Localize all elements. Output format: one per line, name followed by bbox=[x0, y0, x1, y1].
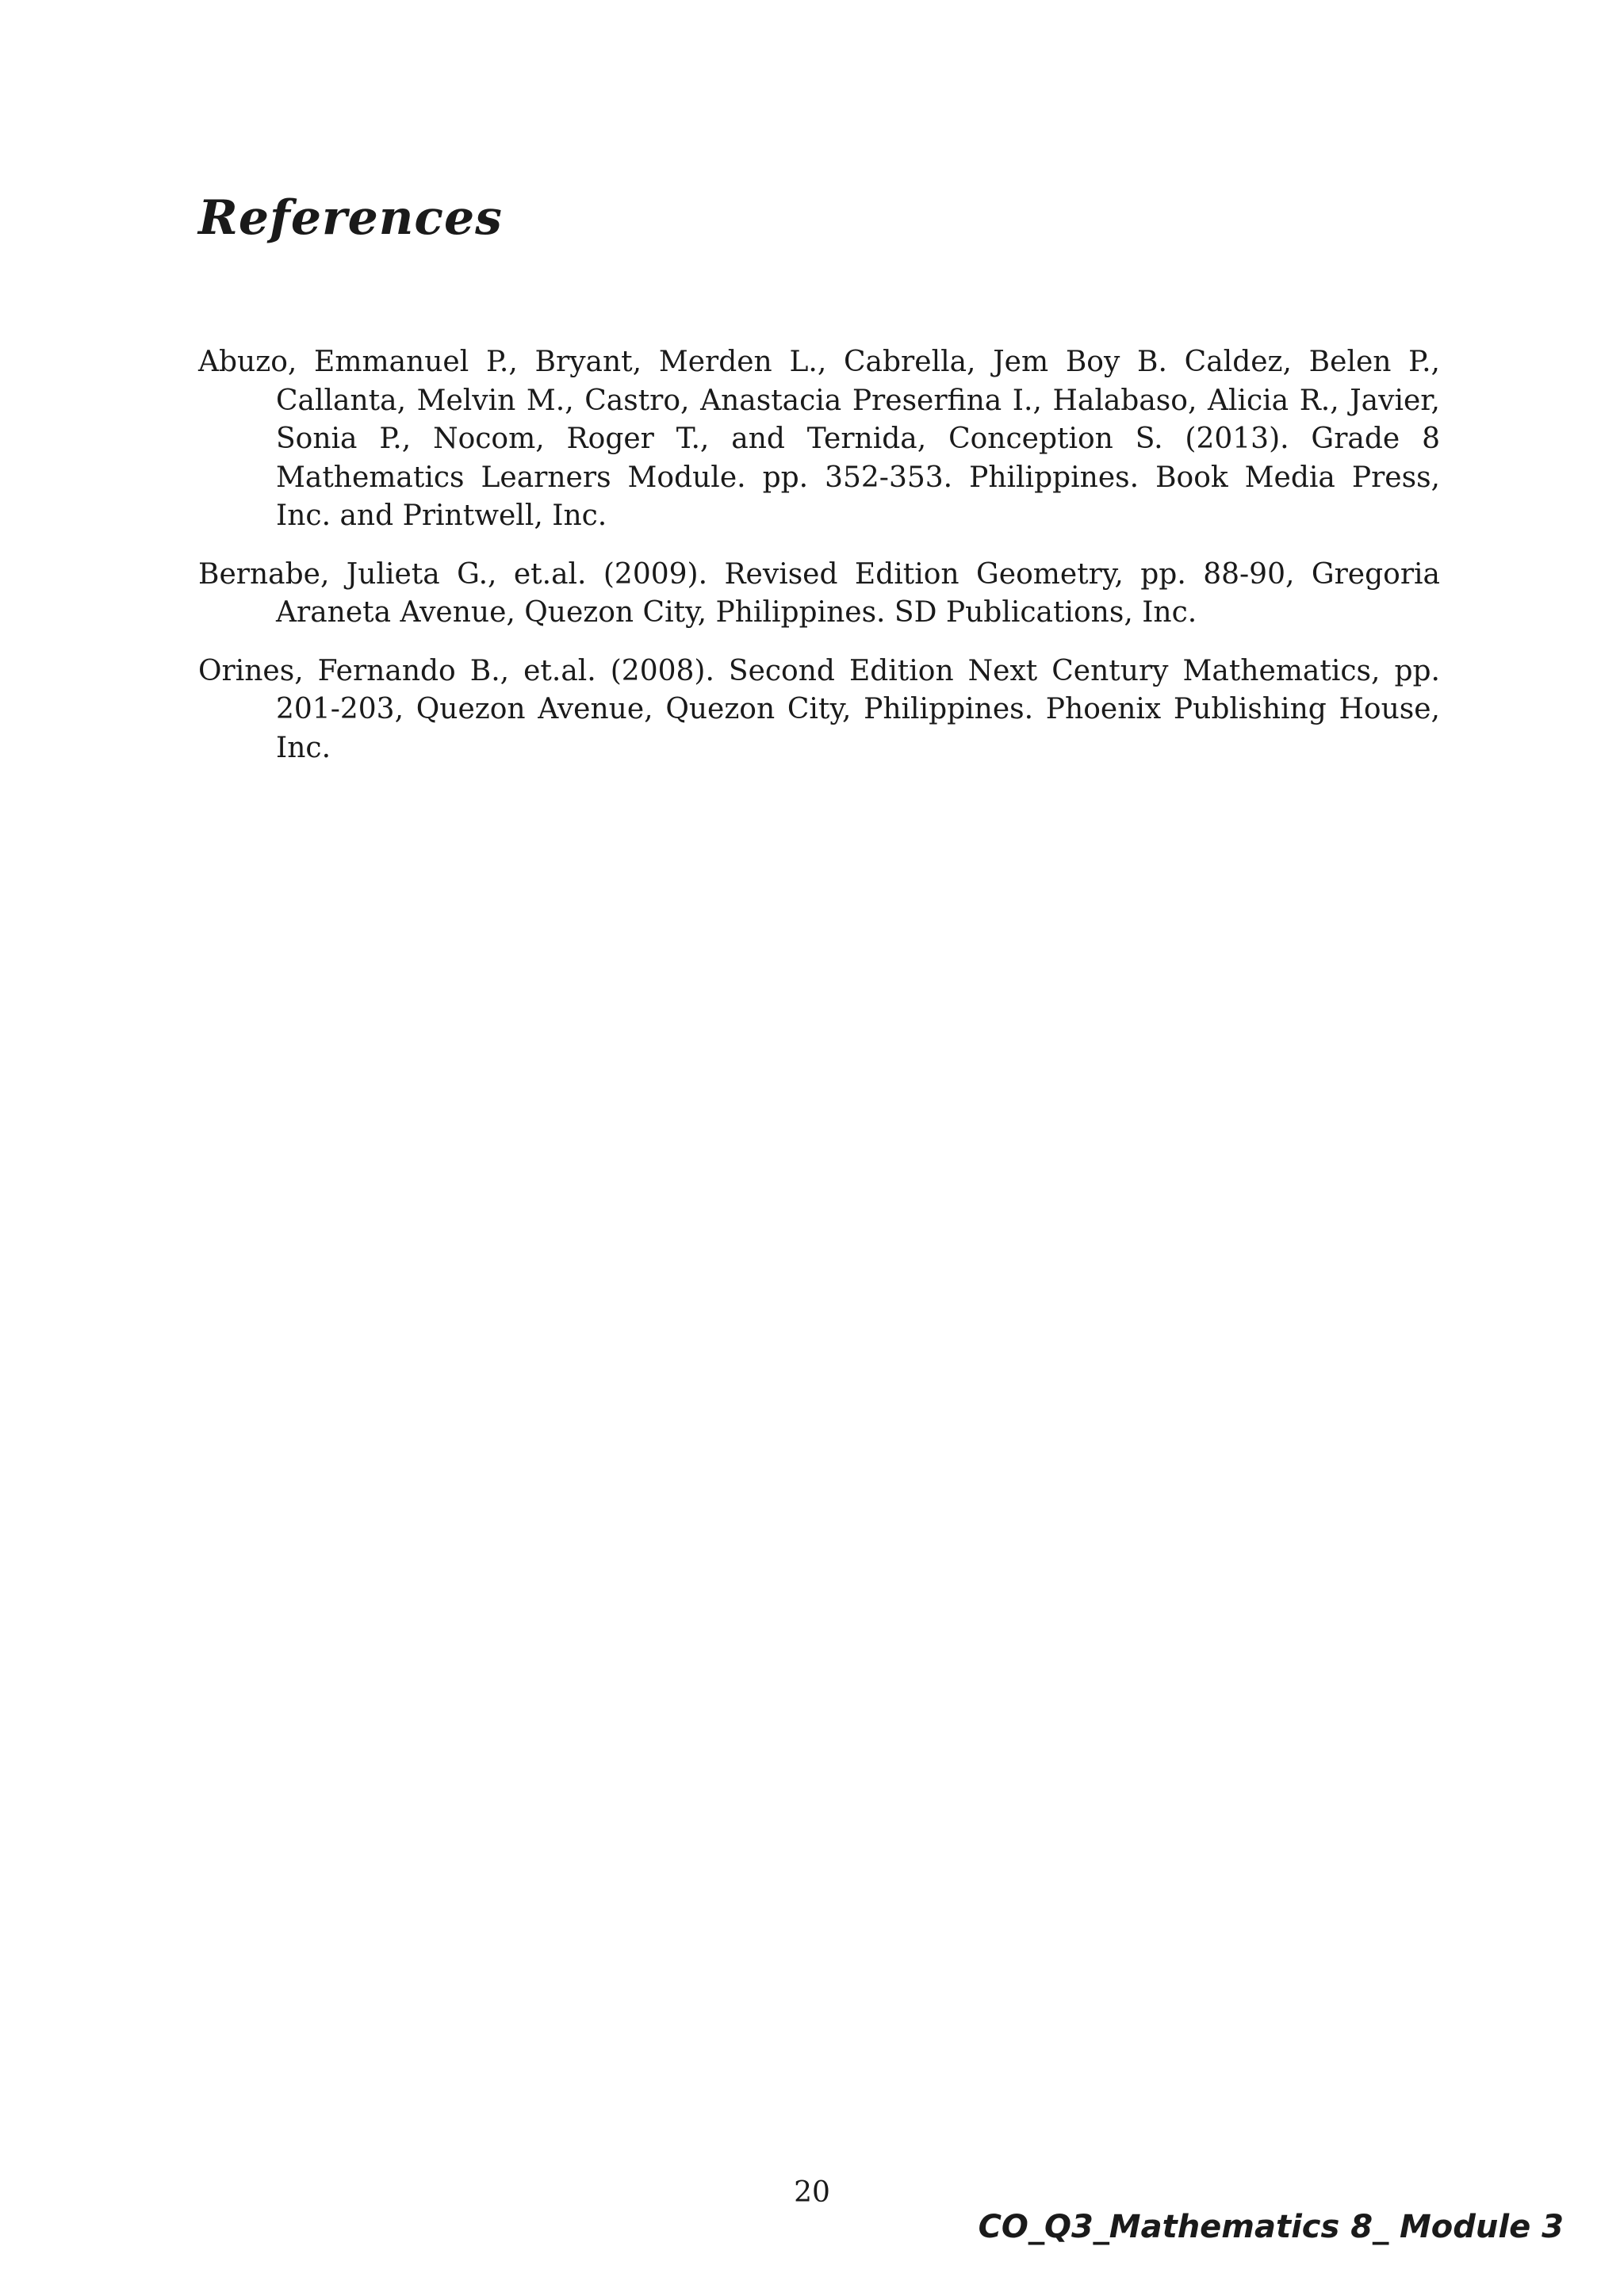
reference-entry: Abuzo, Emmanuel P., Bryant, Merden L., Cabrella, Jem Boy B. Caldez, Belen P., Callanta, Melvin M., Castro, Anastacia Preserfina I., Halabaso, Alicia R., Javier, Sonia P., Nocom, Roger T., and Ternida, Conception S. (2013). Grade 8 Mathematics Learners Module. pp. 352-353. Philippines. Book Media Press, Inc. and Printwell, Inc. bbox=[198, 346, 1440, 532]
reference-list bbox=[198, 343, 1440, 787]
module-code-footer: CO_Q3_Mathematics 8_ Module 3 bbox=[978, 2209, 1564, 2245]
page-number: 20 bbox=[794, 2176, 830, 2209]
reference-entry: Orines, Fernando B., et.al. (2008). Second Edition Next Century Mathematics, pp. 201-203, Quezon Avenue, Quezon City, Philippines. Phoenix Publishing House, Inc. bbox=[198, 654, 1440, 764]
page-title: References bbox=[198, 190, 503, 246]
reference-entry: Bernabe, Julieta G., et.al. (2009). Revised Edition Geometry, pp. 88-90, Gregoria Araneta Avenue, Quezon City, Philippines. SD Publications, Inc. bbox=[198, 557, 1440, 629]
